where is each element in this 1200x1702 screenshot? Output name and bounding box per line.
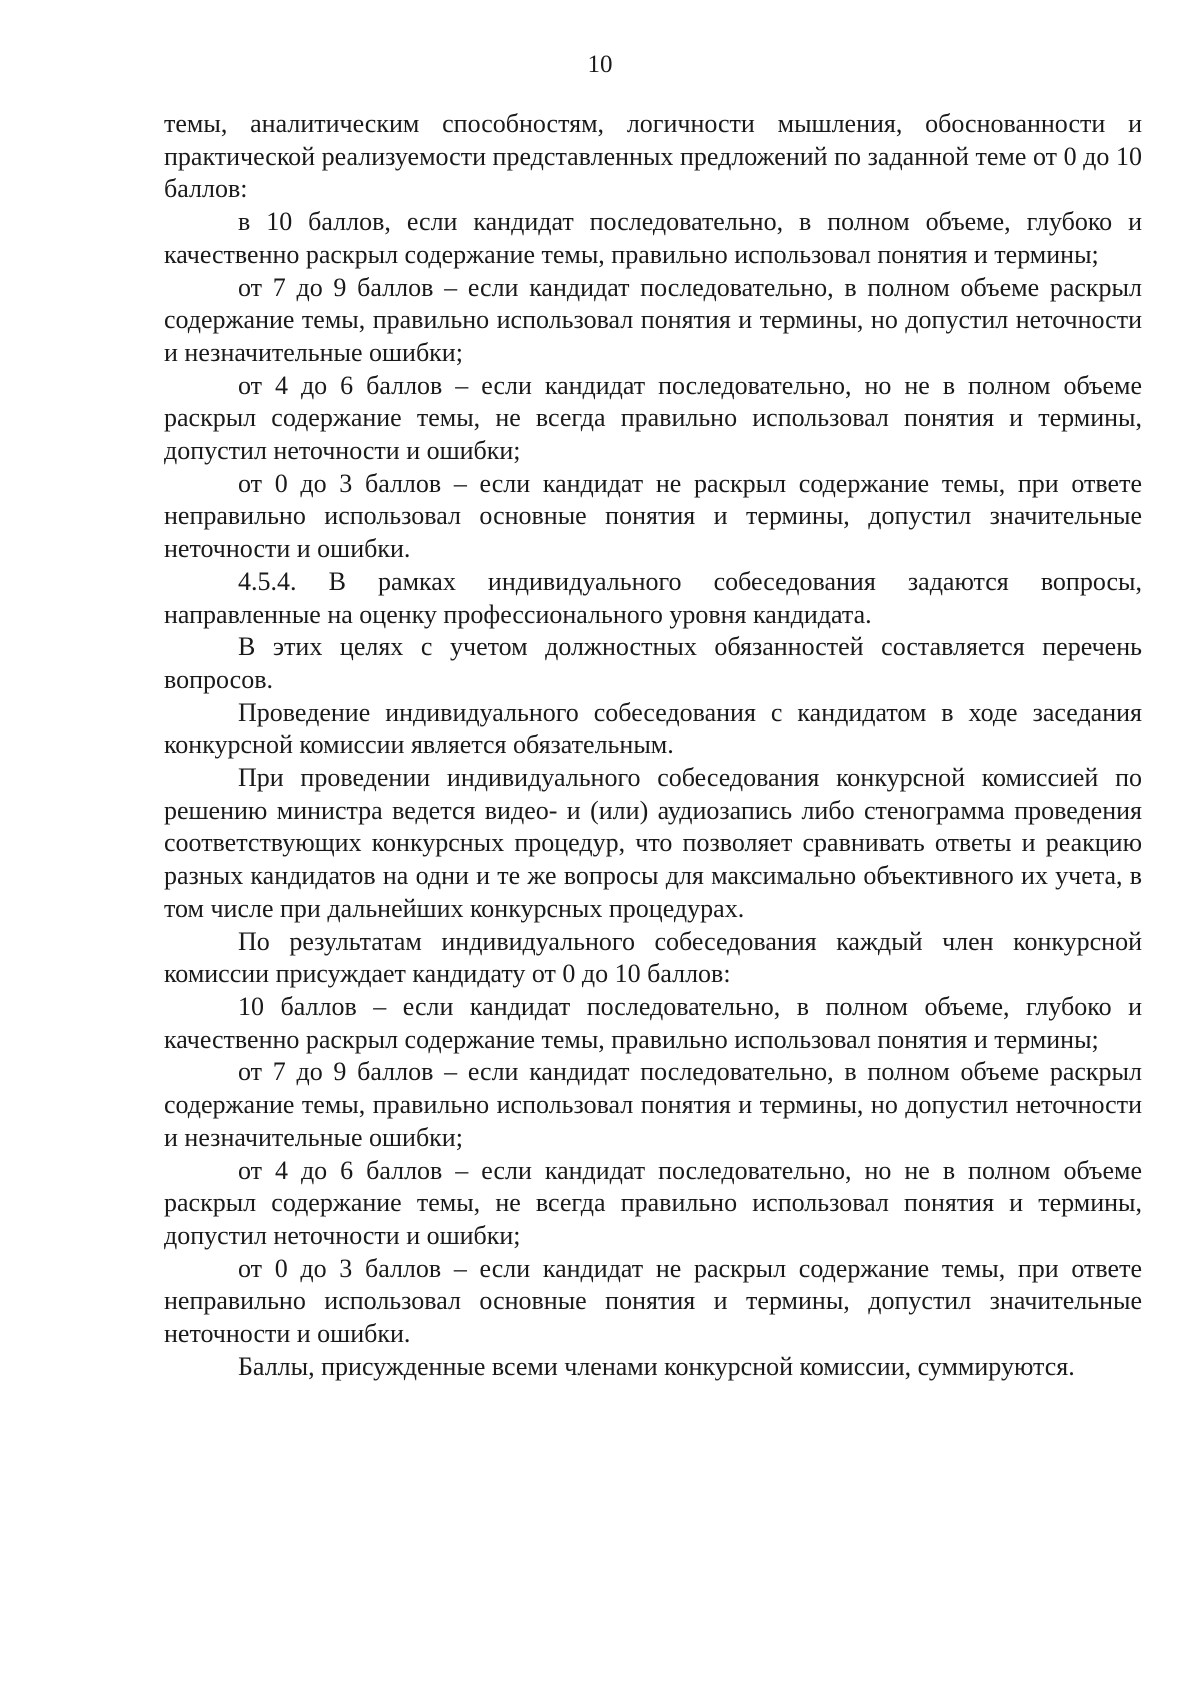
paragraph-section-4-5-4: 4.5.4. В рамках индивидуального собеседования задаются вопросы, направленные на оценку профессионального уровня кандидата. xyxy=(164,566,1142,629)
paragraph-score-10: в 10 баллов, если кандидат последовательно, в полном объеме, глубоко и качественно раскрыл содержание темы, правильно использовал понятия и термины; xyxy=(164,207,1142,269)
paragraph-interview-scoring: По результатам индивидуального собеседования каждый член конкурсной комиссии присуждает кандидату от 0 до 10 баллов: xyxy=(164,926,1142,989)
paragraph-interview-score-7-9: от 7 до 9 баллов – если кандидат последовательно, в полном объеме раскрыл содержание темы, правильно использовал понятия и термины, но допустил неточности и незначительные ошибки; xyxy=(164,1057,1142,1152)
paragraph-question-list: В этих целях с учетом должностных обязанностей составляется перечень вопросов. xyxy=(164,632,1142,694)
paragraph-interview-score-4-6: от 4 до 6 баллов – если кандидат последовательно, но не в полном объеме раскрыл содержание темы, не всегда правильно использовал понятия и термины, допустил неточности и ошибки; xyxy=(164,1155,1142,1250)
paragraph-score-0-3: от 0 до 3 баллов – если кандидат не раскрыл содержание темы, при ответе неправильно использовал основные понятия и термины, допустил значительные неточности и ошибки. xyxy=(164,468,1142,564)
document-body xyxy=(164,108,1142,1383)
paragraph-recording: При проведении индивидуального собеседования конкурсной комиссией по решению министра ведется видео- и (или) аудиозапись либо стенограмма проведения соответствующих конкурсных процедур, что позволяет сравнивать ответы и реакцию разных кандидатов на одни и те же вопросы для максимально объективного их учета, в том числе при дальнейших конкурсных процедурах. xyxy=(164,763,1142,923)
paragraph-summation: Баллы, присужденные всеми членами конкурсной комиссии, суммируются. xyxy=(238,1351,1075,1381)
paragraph-score-4-6: от 4 до 6 баллов – если кандидат последовательно, но не в полном объеме раскрыл содержание темы, не всегда правильно использовал понятия и термины, допустил неточности и ошибки; xyxy=(164,370,1142,466)
page-number: 10 xyxy=(587,51,613,78)
paragraph-interview-score-10: 10 баллов – если кандидат последовательно, в полном объеме, глубоко и качественно раскрыл содержание темы, правильно использовал понятия и термины; xyxy=(164,991,1142,1054)
paragraph-interview-mandatory: Проведение индивидуального собеседования с кандидатом в ходе заседания конкурсной комиссии является обязательным. xyxy=(164,697,1142,760)
paragraph-interview-score-0-3: от 0 до 3 баллов – если кандидат не раскрыл содержание темы, при ответе неправильно использовал основные понятия и термины, допустил значительные неточности и ошибки. xyxy=(164,1253,1142,1349)
paragraph-score-7-9: от 7 до 9 баллов – если кандидат последовательно, в полном объеме раскрыл содержание темы, правильно использовал понятия и термины, но допустил неточности и незначительные ошибки; xyxy=(164,272,1142,367)
paragraph-continuation: темы, аналитическим способностям, логичности мышления, обоснованности и практической реализуемости представленных предложений по заданной теме от 0 до 10 баллов: xyxy=(164,109,1142,204)
